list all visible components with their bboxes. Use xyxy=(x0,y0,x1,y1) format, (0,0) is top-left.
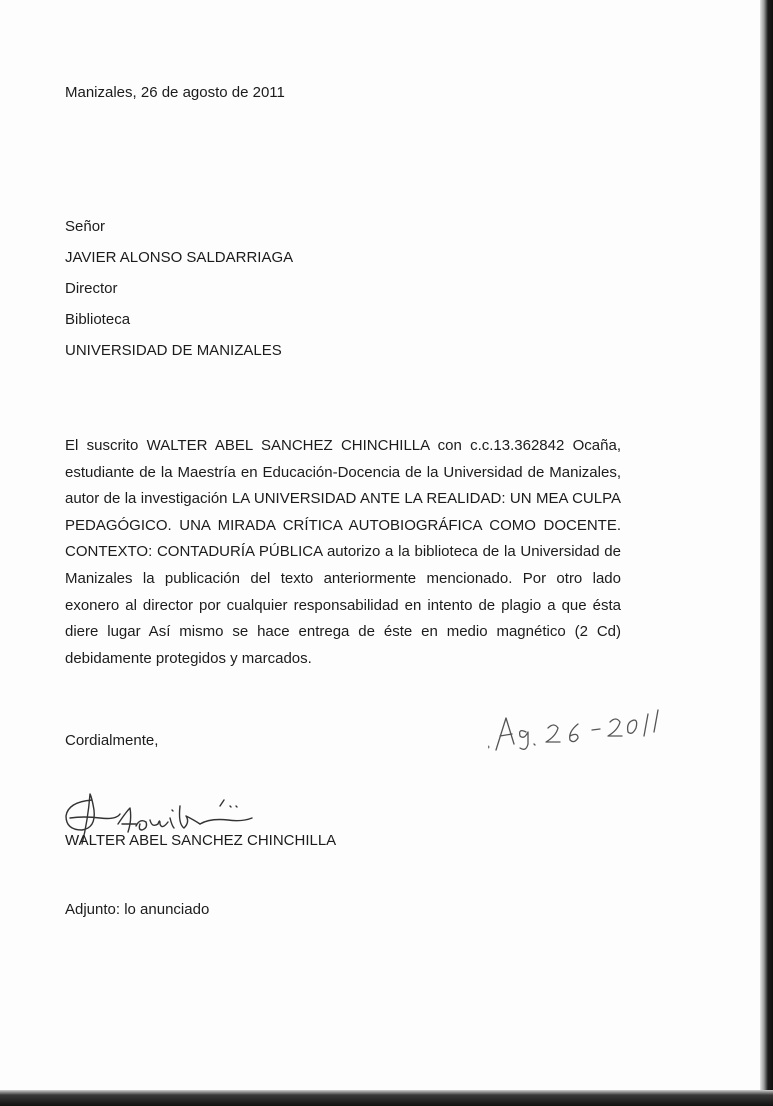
recipient-department: Biblioteca xyxy=(65,311,131,328)
salutation-title: Señor xyxy=(65,218,106,235)
signer-name: WALTER ABEL SANCHEZ CHINCHILLA xyxy=(65,832,337,849)
scan-edge-right xyxy=(760,0,773,1106)
closing: Cordialmente, xyxy=(65,732,159,749)
attachment-note: Adjunto: lo anunciado xyxy=(65,901,210,918)
recipient-institution: UNIVERSIDAD DE MANIZALES xyxy=(65,342,282,359)
letter-body: El suscrito WALTER ABEL SANCHEZ CHINCHILLA con c.c.13.362842 Ocaña, estudiante de la Maestría en Educación-Docencia de la Universidad de Manizales, autor de la investigación LA UNIVERSIDAD ANTE LA REALIDAD: UN MEA CULPA PEDAGÓGICO. UNA MIRADA CRÍTICA AUTOBIOGRÁFICA COMO DOCENTE. CONTEXTO: CONTADURÍA PÚBLICA autorizo a la biblioteca de la Universidad de Manizales la publicación del texto anteriormente mencionado. Por otro lado exonero al director por cualquier responsabilidad en intento de plagio a que ésta diere lugar Así mismo se hace entrega de éste en medio magnético (2 Cd) debidamente protegidos y marcados. xyxy=(65,437,621,667)
handwritten-date-annotation xyxy=(488,706,673,758)
recipient-position: Director xyxy=(65,280,118,297)
recipient-name: JAVIER ALONSO SALDARRIAGA xyxy=(65,249,294,266)
scan-edge-bottom xyxy=(0,1090,773,1106)
place-date: Manizales, 26 de agosto de 2011 xyxy=(65,84,285,101)
